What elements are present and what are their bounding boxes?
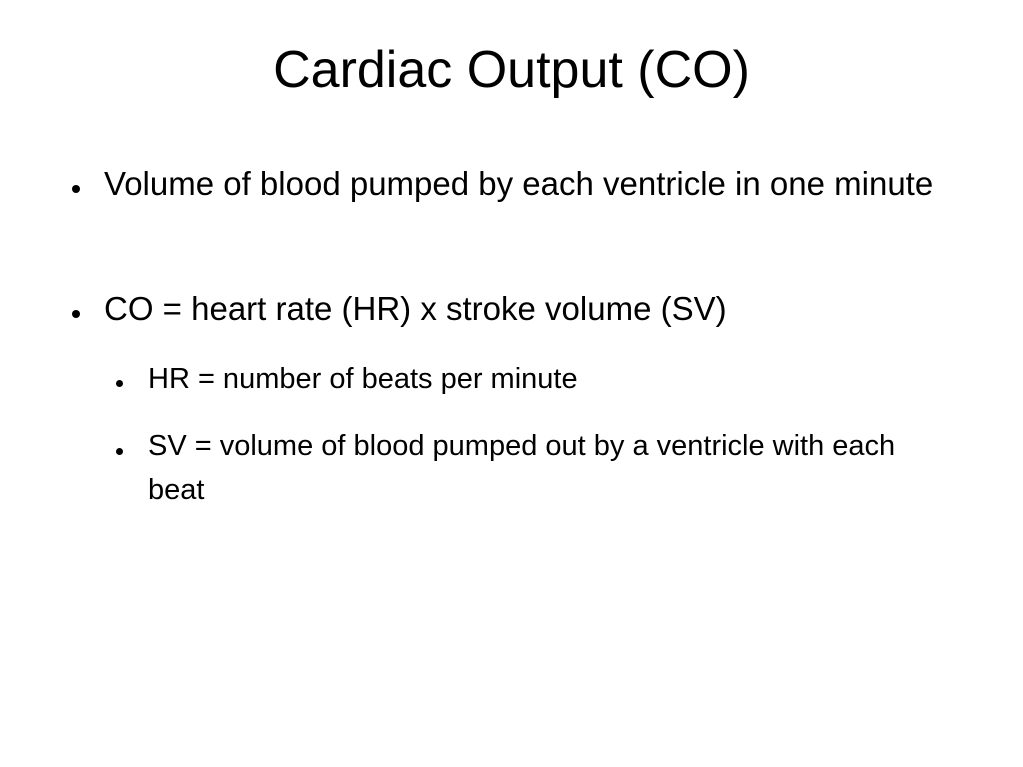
bullet-text: Volume of blood pumped by each ventricle in one minute [104, 165, 934, 202]
bullet-text: CO = heart rate (HR) x stroke volume (SV) [104, 290, 727, 327]
bullet-dot-icon [116, 448, 123, 455]
bullet-dot-icon [72, 310, 80, 318]
slide-title: Cardiac Output (CO) [273, 41, 750, 99]
bullet-dot-icon [116, 380, 123, 387]
bullet-text: HR = number of beats per minute [148, 363, 578, 395]
bullet-dot-icon [72, 185, 80, 193]
bullet-text: SV = volume of blood pumped out by a ventricle with each beat [148, 430, 896, 506]
